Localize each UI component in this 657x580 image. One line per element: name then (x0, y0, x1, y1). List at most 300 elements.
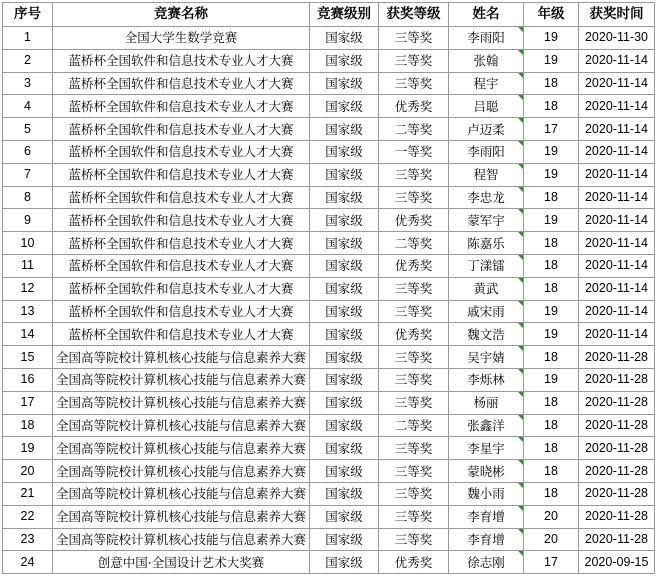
cell-level-text: 国家级 (325, 258, 363, 274)
cell-grade[interactable] (524, 232, 579, 255)
cell-award[interactable] (379, 300, 449, 323)
cell-grade[interactable] (524, 368, 579, 391)
table-row (3, 232, 655, 255)
cell-competition-text: 全国高等院校计算机核心技能与信息素养大赛 (55, 349, 306, 365)
cell-name[interactable] (449, 551, 524, 574)
cell-level[interactable] (310, 437, 379, 460)
cell-index-text: 8 (24, 189, 31, 204)
cell-grade[interactable] (524, 163, 579, 186)
cell-name[interactable] (449, 232, 524, 255)
cell-name[interactable] (449, 528, 524, 551)
table-row (3, 163, 655, 186)
cell-grade[interactable] (524, 460, 579, 483)
cell-grade-text: 18 (544, 417, 558, 432)
cell-date[interactable] (579, 27, 655, 50)
cell-name-text: 吴宇婧 (467, 349, 505, 365)
cell-name-text: 李烁林 (467, 372, 505, 388)
table-row (3, 551, 655, 574)
cell-competition[interactable] (53, 254, 310, 277)
cell-grade[interactable] (524, 209, 579, 232)
cell-name[interactable] (449, 163, 524, 186)
cell-competition[interactable] (53, 140, 310, 163)
cell-grade[interactable] (524, 505, 579, 528)
cell-level[interactable] (310, 482, 379, 505)
cell-level[interactable] (310, 232, 379, 255)
cell-level[interactable] (310, 95, 379, 118)
cell-date[interactable] (579, 551, 655, 574)
cell-award[interactable] (379, 232, 449, 255)
cell-grade-text: 17 (544, 554, 558, 569)
cell-level-text: 国家级 (325, 98, 363, 114)
cell-date-text: 2020-11-14 (584, 98, 648, 113)
cell-date-text: 2020-11-28 (584, 463, 648, 478)
cell-competition[interactable] (53, 277, 310, 300)
cell-level[interactable] (310, 254, 379, 277)
cell-competition[interactable] (53, 346, 310, 369)
cell-award-text: 三等奖 (394, 30, 433, 46)
cell-date-text: 2020-11-14 (584, 303, 648, 318)
cell-award-text: 优秀奖 (394, 554, 433, 570)
cell-index[interactable] (3, 95, 53, 118)
cell-grade-text: 18 (544, 189, 558, 204)
cell-level-text: 国家级 (325, 75, 363, 91)
cell-grade[interactable] (524, 323, 579, 346)
cell-level[interactable] (310, 277, 379, 300)
cell-grade[interactable] (524, 140, 579, 163)
cell-level[interactable] (310, 140, 379, 163)
cell-competition[interactable] (53, 49, 310, 72)
cell-competition[interactable] (53, 323, 310, 346)
cell-date[interactable] (579, 323, 655, 346)
cell-level[interactable] (310, 163, 379, 186)
cell-date-text: 2020-11-14 (584, 53, 648, 68)
cell-grade-text: 18 (544, 235, 558, 250)
cell-name[interactable] (449, 27, 524, 50)
cell-date[interactable] (579, 368, 655, 391)
cell-level[interactable] (310, 346, 379, 369)
cell-level[interactable] (310, 186, 379, 209)
cell-award-text: 三等奖 (394, 463, 433, 479)
cell-award[interactable] (379, 460, 449, 483)
header-row (3, 3, 655, 27)
cell-level[interactable] (310, 391, 379, 414)
cell-name-text: 吕聪 (473, 98, 499, 114)
cell-award[interactable] (379, 49, 449, 72)
cell-award-text: 三等奖 (394, 509, 433, 525)
cell-award[interactable] (379, 186, 449, 209)
cell-competition[interactable] (53, 186, 310, 209)
comment-marker-icon (518, 346, 523, 351)
cell-level-text: 国家级 (325, 235, 363, 251)
cell-level[interactable] (310, 72, 379, 95)
comment-marker-icon (518, 301, 523, 306)
cell-competition-text: 蓝桥杯全国软件和信息技术专业人才大赛 (68, 258, 294, 274)
table-row (3, 27, 655, 50)
cell-level-text: 国家级 (325, 531, 363, 547)
cell-date[interactable] (579, 140, 655, 163)
cell-competition-text: 蓝桥杯全国软件和信息技术专业人才大赛 (68, 121, 294, 137)
cell-competition-text: 蓝桥杯全国软件和信息技术专业人才大赛 (68, 98, 294, 114)
cell-index[interactable] (3, 49, 53, 72)
cell-award[interactable] (379, 254, 449, 277)
cell-level-text: 国家级 (325, 167, 363, 183)
cell-name[interactable] (449, 460, 524, 483)
table-row (3, 186, 655, 209)
cell-award[interactable] (379, 118, 449, 141)
cell-level-text: 国家级 (325, 303, 363, 319)
cell-level[interactable] (310, 49, 379, 72)
cell-name-text: 戚宋雨 (467, 303, 505, 319)
cell-index[interactable] (3, 414, 53, 437)
cell-competition[interactable] (53, 27, 310, 50)
cell-grade[interactable] (524, 254, 579, 277)
cell-date[interactable] (579, 346, 655, 369)
table-row (3, 323, 655, 346)
cell-level-text: 国家级 (325, 349, 363, 365)
cell-competition[interactable] (53, 209, 310, 232)
cell-competition[interactable] (53, 551, 310, 574)
cell-award[interactable] (379, 482, 449, 505)
cell-grade[interactable] (524, 72, 579, 95)
table-row (3, 437, 655, 460)
cell-name[interactable] (449, 346, 524, 369)
cell-competition[interactable] (53, 391, 310, 414)
cell-date-text: 2020-11-28 (584, 372, 648, 387)
cell-competition[interactable] (53, 505, 310, 528)
cell-competition-text: 全国高等院校计算机核心技能与信息素养大赛 (55, 509, 306, 525)
cell-grade-text: 19 (544, 144, 558, 159)
cell-level-text: 国家级 (325, 440, 363, 456)
cell-date-text: 2020-11-14 (584, 144, 648, 159)
cell-level[interactable] (310, 323, 379, 346)
comment-marker-icon (518, 506, 523, 511)
cell-index[interactable] (3, 163, 53, 186)
cell-grade[interactable] (524, 27, 579, 50)
header-index[interactable]: 序号 (3, 3, 53, 27)
cell-competition[interactable] (53, 163, 310, 186)
cell-competition[interactable] (53, 95, 310, 118)
cell-grade[interactable] (524, 300, 579, 323)
cell-award-text: 二等奖 (394, 235, 433, 251)
cell-level[interactable] (310, 368, 379, 391)
cell-date[interactable] (579, 528, 655, 551)
cell-name[interactable] (449, 368, 524, 391)
comment-marker-icon (518, 529, 523, 534)
cell-award-text: 三等奖 (394, 531, 433, 547)
cell-grade-text: 19 (544, 167, 558, 182)
cell-index[interactable] (3, 368, 53, 391)
cell-index[interactable] (3, 323, 53, 346)
cell-award[interactable] (379, 391, 449, 414)
cell-grade[interactable] (524, 118, 579, 141)
cell-grade[interactable] (524, 346, 579, 369)
cell-competition[interactable] (53, 437, 310, 460)
cell-level-text: 国家级 (325, 189, 363, 205)
cell-date[interactable] (579, 72, 655, 95)
cell-award[interactable] (379, 277, 449, 300)
comment-marker-icon (518, 118, 523, 123)
cell-level-text: 国家级 (325, 281, 363, 297)
cell-level[interactable] (310, 27, 379, 50)
cell-name[interactable] (449, 186, 524, 209)
header-award[interactable]: 获奖等级 (379, 3, 449, 27)
cell-award[interactable] (379, 368, 449, 391)
cell-grade[interactable] (524, 551, 579, 574)
comment-marker-icon (518, 415, 523, 420)
cell-index[interactable] (3, 551, 53, 574)
cell-name[interactable] (449, 254, 524, 277)
cell-date[interactable] (579, 209, 655, 232)
table-row (3, 140, 655, 163)
cell-competition[interactable] (53, 460, 310, 483)
cell-name[interactable] (449, 72, 524, 95)
cell-competition[interactable] (53, 482, 310, 505)
cell-grade-text: 19 (544, 372, 558, 387)
table-row (3, 482, 655, 505)
cell-date[interactable] (579, 414, 655, 437)
comment-marker-icon (518, 255, 523, 260)
cell-level-text: 国家级 (325, 395, 363, 411)
cell-competition[interactable] (53, 528, 310, 551)
cell-date[interactable] (579, 300, 655, 323)
cell-grade[interactable] (524, 277, 579, 300)
cell-name[interactable] (449, 323, 524, 346)
cell-grade[interactable] (524, 528, 579, 551)
cell-name[interactable] (449, 49, 524, 72)
cell-index[interactable] (3, 505, 53, 528)
cell-index[interactable] (3, 140, 53, 163)
cell-competition-text: 蓝桥杯全国软件和信息技术专业人才大赛 (68, 235, 294, 251)
cell-level[interactable] (310, 414, 379, 437)
comment-marker-icon (518, 73, 523, 78)
cell-index[interactable] (3, 118, 53, 141)
cell-index[interactable] (3, 460, 53, 483)
cell-award-text: 优秀奖 (394, 258, 433, 274)
cell-date-text: 2020-09-15 (584, 554, 649, 569)
cell-date[interactable] (579, 254, 655, 277)
cell-award[interactable] (379, 528, 449, 551)
cell-competition[interactable] (53, 414, 310, 437)
cell-competition[interactable] (53, 368, 310, 391)
cell-award[interactable] (379, 95, 449, 118)
header-grade[interactable]: 年级 (524, 3, 579, 27)
cell-grade[interactable] (524, 49, 579, 72)
cell-date-text: 2020-11-14 (584, 121, 648, 136)
cell-grade[interactable] (524, 186, 579, 209)
cell-date[interactable] (579, 391, 655, 414)
cell-name[interactable] (449, 209, 524, 232)
cell-award[interactable] (379, 505, 449, 528)
cell-index[interactable] (3, 27, 53, 50)
cell-index[interactable] (3, 209, 53, 232)
cell-date[interactable] (579, 95, 655, 118)
comment-marker-icon (518, 460, 523, 465)
cell-index[interactable] (3, 391, 53, 414)
cell-grade-text: 19 (544, 30, 558, 45)
cell-date[interactable] (579, 505, 655, 528)
cell-grade-text: 20 (544, 509, 558, 524)
cell-award[interactable] (379, 140, 449, 163)
cell-index[interactable] (3, 186, 53, 209)
cell-award-text: 优秀奖 (394, 326, 433, 342)
cell-award-text: 三等奖 (394, 167, 433, 183)
cell-date-text: 2020-11-14 (584, 167, 648, 182)
cell-competition-text: 全国高等院校计算机核心技能与信息素养大赛 (55, 440, 306, 456)
cell-date-text: 2020-11-28 (584, 509, 648, 524)
cell-name-text: 李星宇 (467, 440, 505, 456)
cell-date-text: 2020-11-28 (584, 349, 648, 364)
cell-level[interactable] (310, 528, 379, 551)
cell-index-text: 11 (21, 258, 34, 273)
cell-index-text: 4 (24, 98, 31, 113)
table-row (3, 209, 655, 232)
comment-marker-icon (518, 50, 523, 55)
header-level[interactable]: 竞赛级别 (310, 3, 379, 27)
cell-award[interactable] (379, 551, 449, 574)
cell-competition-text: 全国高等院校计算机核心技能与信息素养大赛 (55, 486, 306, 502)
cell-level[interactable] (310, 551, 379, 574)
cell-level[interactable] (310, 118, 379, 141)
header-competition[interactable]: 竞赛名称 (53, 3, 310, 27)
table-row (3, 118, 655, 141)
cell-level-text: 国家级 (325, 463, 363, 479)
cell-name[interactable] (449, 391, 524, 414)
cell-grade[interactable] (524, 391, 579, 414)
cell-index[interactable] (3, 254, 53, 277)
cell-date[interactable] (579, 437, 655, 460)
cell-level-text: 国家级 (325, 326, 363, 342)
cell-index[interactable] (3, 346, 53, 369)
cell-index-text: 22 (20, 509, 35, 524)
cell-award[interactable] (379, 27, 449, 50)
cell-competition[interactable] (53, 300, 310, 323)
comment-marker-icon (518, 164, 523, 169)
cell-level-text: 国家级 (325, 417, 363, 433)
cell-award[interactable] (379, 209, 449, 232)
cell-name-text: 张鑫洋 (467, 417, 505, 433)
cell-date[interactable] (579, 163, 655, 186)
cell-name-text: 陈嘉乐 (467, 235, 505, 251)
cell-date[interactable] (579, 49, 655, 72)
cell-competition-text: 蓝桥杯全国软件和信息技术专业人才大赛 (68, 326, 294, 342)
cell-index[interactable] (3, 437, 53, 460)
cell-index[interactable] (3, 72, 53, 95)
cell-name-text: 蒙军宇 (467, 212, 505, 228)
cell-index-text: 14 (20, 326, 35, 341)
cell-name[interactable] (449, 482, 524, 505)
cell-name-text: 徐志刚 (467, 554, 505, 570)
cell-date[interactable] (579, 277, 655, 300)
awards-table (2, 2, 655, 574)
cell-index[interactable] (3, 482, 53, 505)
table-row (3, 391, 655, 414)
cell-index[interactable] (3, 528, 53, 551)
cell-index-text: 16 (20, 372, 35, 387)
cell-index-text: 3 (24, 75, 31, 90)
cell-award[interactable] (379, 323, 449, 346)
cell-name-text: 程智 (473, 167, 499, 183)
cell-level-text: 国家级 (325, 30, 363, 46)
cell-name[interactable] (449, 505, 524, 528)
cell-award-text: 三等奖 (394, 486, 433, 502)
cell-date[interactable] (579, 460, 655, 483)
cell-date-text: 2020-11-28 (584, 531, 648, 546)
cell-index-text: 7 (24, 167, 31, 182)
cell-level[interactable] (310, 300, 379, 323)
cell-date[interactable] (579, 118, 655, 141)
cell-competition[interactable] (53, 232, 310, 255)
cell-index[interactable] (3, 300, 53, 323)
table-row (3, 95, 655, 118)
cell-award-text: 一等奖 (394, 144, 433, 160)
cell-competition[interactable] (53, 72, 310, 95)
cell-date[interactable] (579, 482, 655, 505)
cell-level-text: 国家级 (325, 144, 363, 160)
cell-level[interactable] (310, 460, 379, 483)
cell-competition-text: 创意中国·全国设计艺术大奖赛 (97, 554, 265, 570)
cell-competition-text: 蓝桥杯全国软件和信息技术专业人才大赛 (68, 281, 294, 297)
comment-marker-icon (518, 323, 523, 328)
cell-name[interactable] (449, 300, 524, 323)
cell-grade[interactable] (524, 95, 579, 118)
cell-index-text: 15 (20, 349, 35, 364)
cell-award-text: 优秀奖 (394, 212, 433, 228)
cell-name[interactable] (449, 95, 524, 118)
header-name[interactable]: 姓名 (449, 3, 524, 27)
cell-name-text: 黄武 (473, 281, 499, 297)
cell-index[interactable] (3, 277, 53, 300)
cell-name[interactable] (449, 414, 524, 437)
cell-grade-text: 17 (544, 121, 558, 136)
cell-index-text: 10 (20, 235, 35, 250)
cell-level[interactable] (310, 209, 379, 232)
table-row (3, 505, 655, 528)
header-date[interactable]: 获奖时间 (579, 3, 655, 27)
cell-name[interactable] (449, 140, 524, 163)
cell-name[interactable] (449, 118, 524, 141)
cell-award[interactable] (379, 346, 449, 369)
cell-grade[interactable] (524, 414, 579, 437)
cell-index-text: 17 (20, 395, 35, 410)
cell-award[interactable] (379, 72, 449, 95)
cell-award-text: 三等奖 (394, 303, 433, 319)
cell-level-text: 国家级 (325, 372, 363, 388)
cell-level-text: 国家级 (325, 554, 363, 570)
cell-name[interactable] (449, 437, 524, 460)
cell-date[interactable] (579, 232, 655, 255)
cell-competition[interactable] (53, 118, 310, 141)
cell-name-text: 蒙晓彬 (467, 463, 505, 479)
cell-date[interactable] (579, 186, 655, 209)
cell-index[interactable] (3, 232, 53, 255)
cell-award[interactable] (379, 163, 449, 186)
cell-level[interactable] (310, 505, 379, 528)
cell-index-text: 1 (24, 30, 31, 45)
cell-name[interactable] (449, 277, 524, 300)
cell-date-text: 2020-11-14 (584, 235, 648, 250)
cell-award[interactable] (379, 437, 449, 460)
cell-level-text: 国家级 (325, 486, 363, 502)
cell-index-text: 18 (20, 417, 35, 432)
cell-grade[interactable] (524, 437, 579, 460)
cell-index-text: 5 (24, 121, 31, 136)
cell-date-text: 2020-11-14 (584, 75, 648, 90)
cell-date-text: 2020-11-14 (584, 189, 648, 204)
cell-grade-text: 18 (544, 281, 558, 296)
table-row (3, 346, 655, 369)
cell-award[interactable] (379, 414, 449, 437)
cell-grade[interactable] (524, 482, 579, 505)
